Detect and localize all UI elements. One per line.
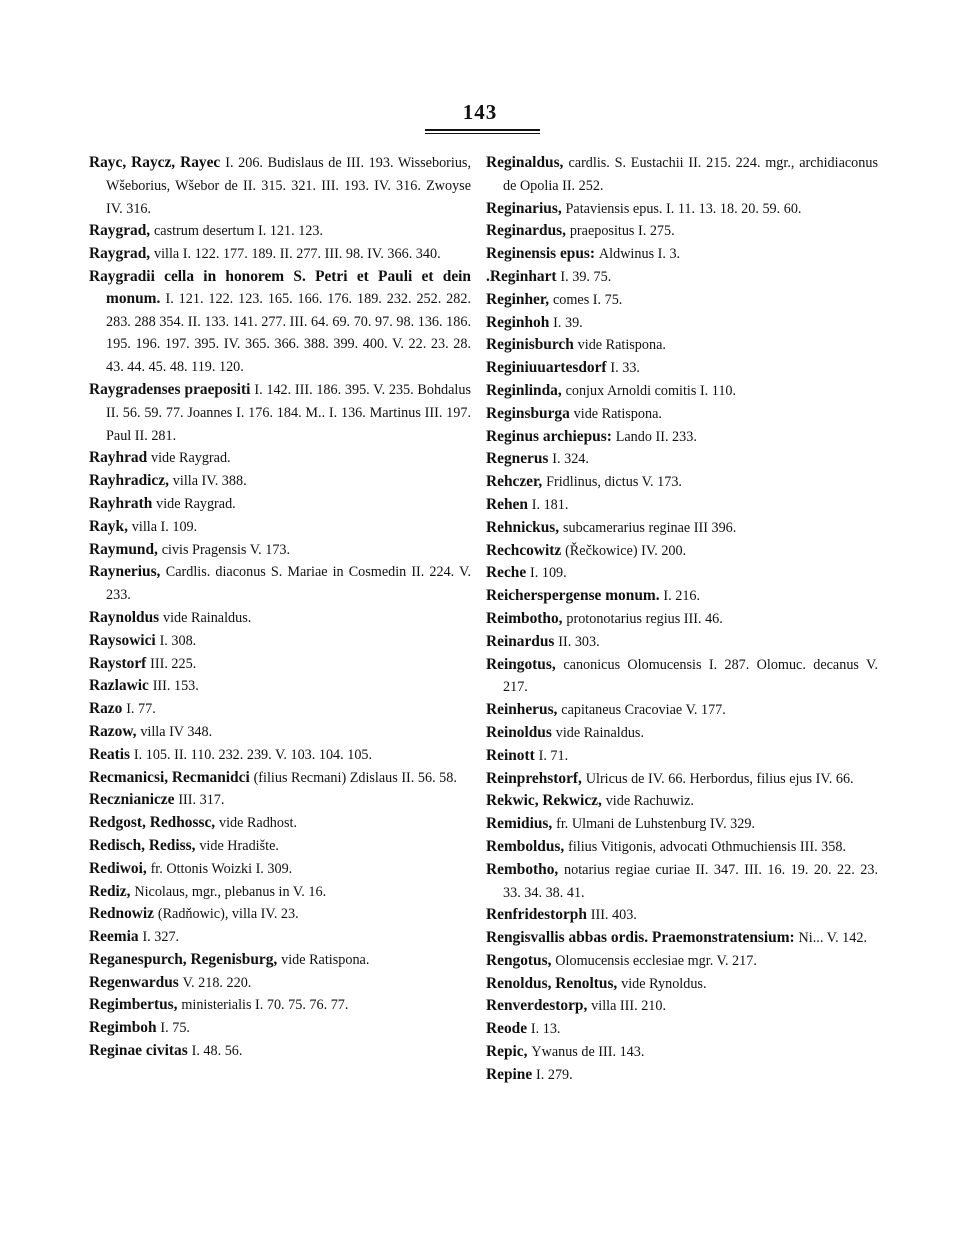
entry-headword: Raygradenses praepositi (89, 380, 251, 398)
entry-headword: Reode (486, 1020, 528, 1038)
entry-headword: Reatis (89, 745, 131, 763)
entry-headword: Reinoldus (486, 723, 552, 741)
entry-references: I. 121. 122. 123. 165. 166. 176. 189. 232. 252. 282. 283. 288 354. II. 133. 141. 277. III. 64. 69. 70. 97. 98. 136. 186. 195. 196. 197. 395. IV. 365. 366. 388. 399. 400. V. 22. 23. 28. 43. 44. 45. 48. 119. 120. (106, 290, 471, 376)
entry-headword: Rednowiz (89, 905, 154, 923)
entry-headword: Repine (486, 1065, 533, 1083)
entry-headword: Raystorf (89, 654, 147, 672)
entry-references: Ywanus de III. 143. (531, 1044, 645, 1061)
entry-references: Ni... V. 142. (798, 930, 868, 947)
entry-references: Aldwinus I. 3. (598, 246, 681, 263)
entry-references: Nicolaus, mgr., plebanus in V. 16. (134, 883, 327, 900)
entry-headword: .Reginhart (486, 267, 557, 285)
index-entry (89, 539, 471, 562)
entry-headword: Reemia (89, 928, 139, 946)
entry-headword: Razo (89, 700, 123, 718)
index-entry (486, 334, 878, 357)
entry-headword: Reicherspergense monum. (486, 587, 660, 605)
index-entry (486, 608, 878, 631)
index-entry (89, 744, 471, 767)
entry-references: castrum desertum I. 121. 123. (154, 223, 324, 240)
entry-headword: Rembotho, (486, 860, 559, 878)
entry-headword: Renoldus, Renoltus, (486, 974, 618, 992)
entry-headword: Remidius, (486, 815, 553, 833)
index-entry (486, 243, 878, 266)
index-entry (89, 835, 471, 858)
entry-references: vide Ratispona. (281, 951, 370, 968)
entry-headword: Rayc, Raycz, Rayec (89, 154, 221, 171)
entry-references: notarius regiae curiae II. 347. III. 16. 19. 20. 22. 23. 33. 34. 38. 41. (503, 861, 878, 901)
entry-references: I. 109. (530, 565, 567, 582)
index-entry (486, 426, 878, 449)
index-entry (486, 380, 878, 403)
entry-headword: Reginiuuartesdorf (486, 359, 607, 377)
entry-headword: Reche (486, 564, 527, 582)
entry-headword: Regimbertus, (89, 996, 178, 1014)
entry-references: I. 142. III. 186. 395. V. 235. Bohdalus II. 56. 59. 77. Joannes I. 176. 184. M.. I. 136. Martinus III. 197. Paul II. 281. (106, 381, 471, 444)
right-column (486, 152, 878, 1087)
entry-references: III. 153. (152, 678, 199, 695)
entry-references: II. 303. (558, 633, 600, 650)
index-entry (89, 516, 471, 539)
entry-references: I. 77. (126, 701, 156, 718)
index-entry (486, 1018, 878, 1041)
entry-references: I. 279. (536, 1066, 573, 1083)
index-entry (486, 790, 878, 813)
entry-references: villa III. 210. (591, 998, 667, 1015)
entry-references: I. 181. (531, 496, 569, 513)
entry-headword: Reginisburch (486, 336, 574, 354)
index-entry (486, 973, 878, 996)
entry-headword: Reingotus, (486, 655, 556, 673)
index-entry (89, 881, 471, 904)
entry-references: vide Ratispona. (577, 337, 666, 354)
entry-headword: Reinardus (486, 632, 555, 650)
entry-references: III. 317. (178, 792, 225, 809)
entry-headword: Rekwic, Rekwicz, (486, 792, 602, 810)
entry-references: villa IV 348. (140, 723, 213, 740)
index-entry (89, 152, 471, 220)
entry-references: Ulricus de IV. 66. Herbordus, filius ejus IV. 66. (585, 770, 854, 787)
index-entry (486, 813, 878, 836)
entry-references: Pataviensis epus. I. 11. 13. 18. 20. 59. 60. (565, 200, 802, 217)
index-entry (89, 767, 471, 790)
index-entry (486, 904, 878, 927)
entry-headword: Rediz, (89, 882, 131, 900)
entry-references: vide Rainaldus. (555, 724, 644, 741)
entry-headword: Rayhrad (89, 449, 148, 467)
entry-references: I. 105. II. 110. 232. 239. V. 103. 104. 105. (133, 746, 373, 763)
entry-headword: Raysowici (89, 631, 156, 649)
entry-headword: Reimbotho, (486, 609, 563, 627)
entry-references: praepositus I. 275. (569, 223, 675, 240)
entry-references: vide Raygrad. (156, 495, 236, 512)
entry-headword: Reginaldus, (486, 154, 564, 171)
index-entry (486, 699, 878, 722)
entry-references: I. 39. 75. (560, 268, 612, 285)
index-entry (89, 926, 471, 949)
entry-references: vide Radhost. (218, 815, 298, 832)
entry-references: Cardlis. diaconus S. Mariae in Cosmedin II. 224. V. 233. (106, 564, 471, 604)
entry-headword: Regimboh (89, 1019, 157, 1037)
index-entry (89, 903, 471, 926)
entry-references: filius Vitigonis, advocati Othmuchiensis III. 358. (568, 838, 846, 855)
entry-headword: Rayhrath (89, 494, 153, 512)
entry-headword: Reinherus, (486, 701, 558, 719)
entry-headword: Remboldus, (486, 837, 565, 855)
entry-references: Fridlinus, dictus V. 173. (546, 474, 682, 491)
entry-references: comes I. 75. (553, 291, 623, 308)
index-entry (486, 152, 878, 198)
entry-references: (filius Recmani) Zdislaus II. 56. 58. (253, 769, 457, 786)
entry-references: I. 48. 56. (191, 1043, 243, 1060)
entry-references: villa I. 109. (131, 518, 198, 535)
index-entry (486, 745, 878, 768)
entry-references: I. 327. (142, 929, 180, 946)
index-entry (89, 994, 471, 1017)
entry-headword: Raygrad, (89, 245, 151, 263)
entry-references: Olomucensis ecclesiae mgr. V. 217. (555, 952, 757, 969)
entry-headword: Reginensis epus: (486, 245, 596, 263)
entry-references: I. 33. (610, 360, 640, 377)
index-entry (486, 585, 878, 608)
index-entry (486, 768, 878, 791)
entry-headword: Renverdestorp, (486, 997, 588, 1015)
entry-headword: Rehen (486, 495, 528, 513)
entry-headword: Rengisvallis abbas ordis. Praemonstratensium: (486, 929, 795, 947)
index-entry (486, 266, 878, 289)
entry-headword: Rengotus, (486, 951, 552, 969)
entry-headword: Raymund, (89, 540, 158, 558)
index-entry (89, 630, 471, 653)
entry-references: vide Rachuwiz. (605, 793, 694, 810)
index-entry (89, 858, 471, 881)
entry-headword: Rehnickus, (486, 518, 560, 536)
entry-references: fr. Ulmani de Luhstenburg IV. 329. (556, 816, 756, 833)
index-entry (486, 562, 878, 585)
entry-headword: Reginlinda, (486, 381, 562, 399)
index-entry (486, 448, 878, 471)
entry-references: conjux Arnoldi comitis I. 110. (565, 382, 737, 399)
header-rule-thick (425, 129, 540, 131)
index-entry (89, 266, 471, 379)
entry-references: canonicus Olomucensis I. 287. Olomuc. decanus V. 217. (503, 656, 878, 696)
entry-headword: Reginher, (486, 290, 550, 308)
entry-headword: Reginhoh (486, 313, 550, 331)
index-entry (89, 379, 471, 447)
entry-references: I. 324. (552, 451, 589, 468)
entry-headword: Reinprehstorf, (486, 769, 582, 787)
index-entry (89, 447, 471, 470)
entry-headword: Regnerus (486, 450, 549, 468)
entry-headword: Raynoldus (89, 608, 160, 626)
index-entry (89, 243, 471, 266)
entry-headword: Renfridestorph (486, 906, 587, 924)
index-entry (486, 540, 878, 563)
index-entry (486, 654, 878, 700)
entry-headword: Reginardus, (486, 222, 566, 240)
entry-references: (Řečkowice) IV. 200. (565, 542, 687, 559)
index-entry (89, 698, 471, 721)
entry-references: (Radňowic), villa IV. 23. (157, 906, 299, 923)
entry-headword: Reginus archiepus: (486, 427, 612, 445)
entry-references: villa I. 122. 177. 189. II. 277. III. 98. IV. 366. 340. (154, 246, 441, 263)
entry-references: I. 75. (160, 1020, 190, 1037)
index-entry (89, 653, 471, 676)
entry-references: villa IV. 388. (172, 473, 247, 490)
index-entry (486, 289, 878, 312)
index-entry (89, 607, 471, 630)
entry-references: I. 216. (663, 588, 701, 605)
entry-headword: Raygradii cella in honorem S. Petri et Pauli et dein monum. (89, 267, 471, 307)
entry-headword: Razlawic (89, 677, 149, 695)
entry-headword: Rediwoi, (89, 859, 147, 877)
index-entry (486, 357, 878, 380)
entry-headword: Recznianicze (89, 791, 175, 809)
index-entry (486, 927, 878, 950)
entry-references: I. 71. (538, 747, 569, 764)
entry-headword: Reginarius, (486, 199, 562, 217)
entry-references: subcamerarius reginae III 396. (563, 519, 737, 536)
index-entry (486, 950, 878, 973)
entry-references: I. 39. (553, 314, 583, 331)
entry-headword: Redisch, Rediss, (89, 836, 196, 854)
index-entry (486, 220, 878, 243)
entry-headword: Recmanicsi, Recmanidci (89, 768, 250, 786)
entry-headword: Redgost, Redhossc, (89, 814, 216, 832)
entry-references: vide Raygrad. (151, 450, 231, 467)
entry-references: fr. Ottonis Woizki I. 309. (150, 860, 293, 877)
index-entry (89, 493, 471, 516)
index-entry (89, 949, 471, 972)
index-entry (486, 631, 878, 654)
entry-references: vide Rynoldus. (621, 975, 707, 992)
entry-headword: Raygrad, (89, 222, 151, 240)
index-entry (89, 561, 471, 607)
entry-headword: Regenwardus (89, 973, 179, 991)
entry-headword: Reganespurch, Regenisburg, (89, 950, 278, 968)
entry-references: civis Pragensis V. 173. (161, 541, 291, 558)
index-entry (89, 1040, 471, 1063)
index-entry (486, 403, 878, 426)
index-entry (89, 220, 471, 243)
index-entry (89, 470, 471, 493)
entry-headword: Repic, (486, 1043, 528, 1061)
entry-references: I. 13. (530, 1021, 561, 1038)
entry-headword: Rayk, (89, 517, 128, 535)
index-entry (486, 995, 878, 1018)
entry-headword: Reinott (486, 746, 535, 764)
entry-references: I. 206. Budislaus de III. 193. Wisseborius, Wšeborius, Wšebor de II. 315. 321. III. 193. IV. 316. Zwoyse IV. 316. (106, 155, 471, 217)
entry-references: vide Ratispona. (573, 405, 662, 422)
index-entry (486, 494, 878, 517)
index-entry (89, 812, 471, 835)
index-entry (486, 859, 878, 905)
entry-references: vide Hradište. (199, 837, 279, 854)
index-entry (486, 1041, 878, 1064)
index-entry (89, 721, 471, 744)
index-entry (89, 972, 471, 995)
entry-headword: Raynerius, (89, 563, 161, 581)
index-entry (486, 471, 878, 494)
entry-references: protonotarius regius III. 46. (566, 610, 723, 627)
index-entry (486, 722, 878, 745)
header-rule-thin (425, 133, 540, 134)
page-number: 143 (462, 100, 498, 124)
index-entry (89, 675, 471, 698)
entry-headword: Rayhradicz, (89, 472, 169, 490)
index-entry (486, 517, 878, 540)
entry-references: vide Rainaldus. (163, 609, 252, 626)
entry-references: III. 403. (590, 907, 637, 924)
entry-references: cardlis. S. Eustachii II. 215. 224. mgr., archidiaconus de Opolia II. 252. (503, 155, 878, 194)
entry-references: ministerialis I. 70. 75. 76. 77. (181, 997, 349, 1014)
entry-headword: Rehczer, (486, 473, 543, 491)
index-entry (486, 836, 878, 859)
entry-references: III. 225. (150, 655, 197, 672)
entry-references: Lando II. 233. (615, 428, 697, 445)
entry-references: I. 308. (159, 632, 197, 649)
left-column (89, 152, 471, 1063)
index-entry (89, 1017, 471, 1040)
entry-references: V. 218. 220. (182, 974, 252, 991)
entry-references: capitaneus Cracoviae V. 177. (561, 702, 726, 719)
index-entry (89, 789, 471, 812)
entry-headword: Reginsburga (486, 404, 570, 422)
index-entry (486, 1064, 878, 1087)
entry-headword: Rechcowitz (486, 541, 562, 559)
entry-headword: Reginae civitas (89, 1042, 188, 1060)
index-entry (486, 198, 878, 221)
index-entry (486, 312, 878, 335)
entry-headword: Razow, (89, 722, 137, 740)
